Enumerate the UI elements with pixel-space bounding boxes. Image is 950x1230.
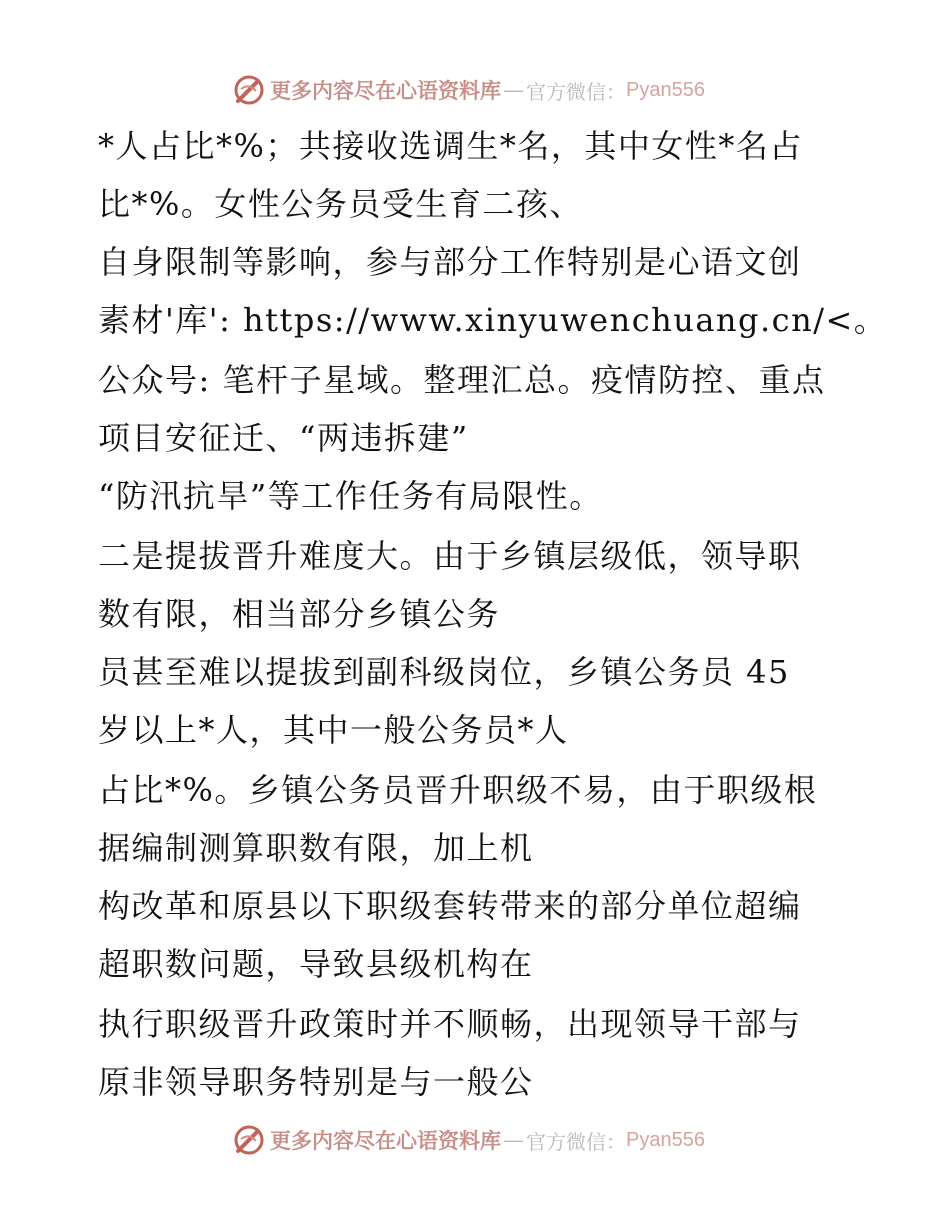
text-line: 自身限制等影响，参与部分工作特别是心语文创: [98, 243, 802, 281]
text-line: 员甚至难以提拔到副科级岗位，乡镇公务员 45: [98, 653, 790, 691]
text-line: 二是提拔晋升难度大。由于乡镇层级低，领导职: [98, 537, 802, 575]
banner-separator: —: [503, 78, 524, 102]
header-banner: [232, 70, 705, 110]
text-line: 超职数问题，导致县级机构在: [98, 945, 534, 983]
footer-banner: [232, 1120, 705, 1160]
text-line: 素材'库': https://www.xinyuwenchuang.cn/<。: [98, 301, 888, 339]
text-line: 项目安征迁、“两违拆建”: [98, 419, 469, 457]
text-line: 构改革和原县以下职级套转带来的部分单位超编: [98, 887, 802, 925]
text-line: 公众号: 笔杆子星域。整理汇总。疫情防控、重点: [98, 361, 826, 399]
text-line: “防汛抗旱”等工作任务有局限性。: [98, 477, 603, 515]
text-line: 数有限，相当部分乡镇公务: [98, 595, 501, 633]
banner-title: 更多内容尽在心语资料库: [270, 78, 501, 103]
text-line: 比*%。女性公务员受生育二孩、: [98, 185, 583, 223]
text-line: 执行职级晋升政策时并不顺畅，出现领导干部与: [98, 1005, 802, 1043]
brush-logo-icon: [232, 1123, 266, 1157]
banner-wechat-id: Pyan556: [626, 1128, 705, 1151]
banner-separator: —: [503, 1128, 524, 1152]
banner-wechat-label: 官方微信：: [526, 1129, 626, 1154]
text-line: 占比*%。乡镇公务员晋升职级不易，由于职级根: [98, 771, 818, 809]
text-line: *人占比*%；共接收选调生*名，其中女性*名占: [98, 127, 803, 165]
text-line: 据编制测算职数有限，加上机: [98, 829, 534, 867]
banner-title: 更多内容尽在心语资料库: [270, 1128, 501, 1153]
text-line: 岁以上*人，其中一般公务员*人: [98, 711, 569, 749]
brush-logo-icon: [232, 73, 266, 107]
text-line: 原非领导职务特别是与一般公: [98, 1063, 534, 1101]
banner-wechat-label: 官方微信：: [526, 79, 626, 104]
banner-wechat-id: Pyan556: [626, 78, 705, 101]
